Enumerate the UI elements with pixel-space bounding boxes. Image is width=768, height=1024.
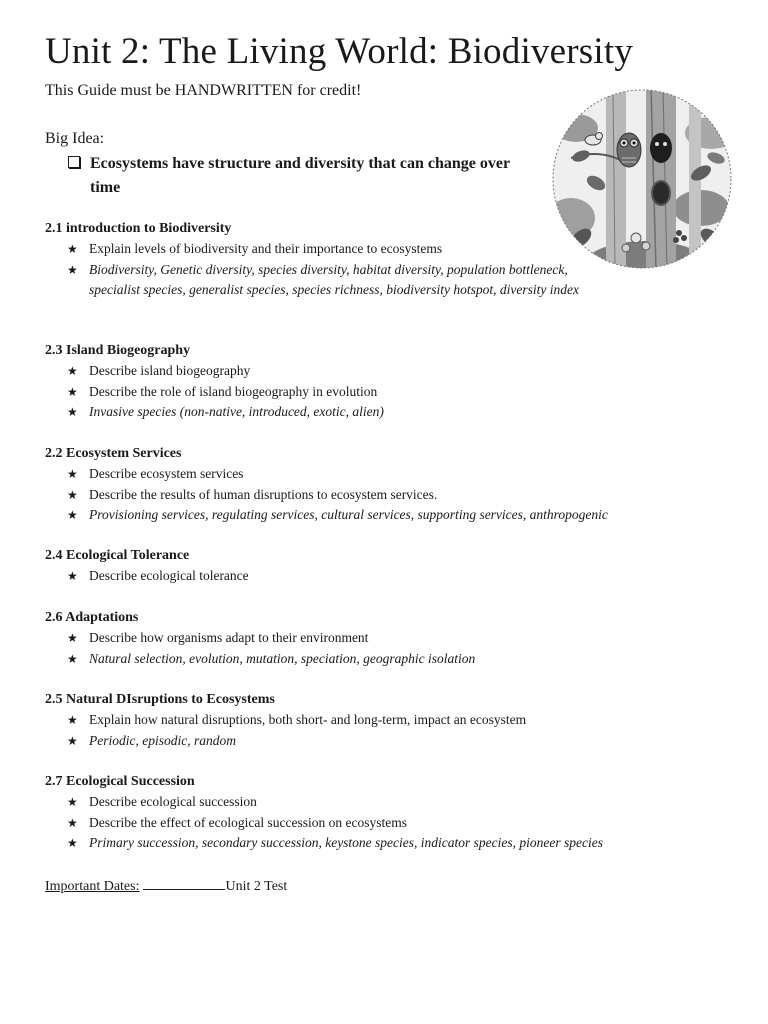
star-icon: ★	[67, 815, 78, 830]
section-2-3	[45, 341, 745, 423]
star-icon: ★	[67, 733, 78, 748]
important-dates-label: Important Dates:	[45, 879, 140, 894]
star-icon: ★	[67, 508, 78, 522]
list-item: ★ Describe ecosystem services	[45, 464, 745, 485]
big-idea-item	[68, 152, 533, 200]
list-item: ★ Describe the effect of ecological succession on ecosystems	[45, 813, 745, 834]
date-blank-line	[143, 875, 225, 890]
star-icon: ★	[67, 713, 78, 727]
list-item: ★ Describe the results of human disruptions to ecosystem services.	[45, 485, 745, 506]
section-heading: 2.3 Island Biogeography	[45, 343, 191, 358]
star-icon: ★	[67, 262, 78, 277]
section-2-6	[45, 608, 745, 669]
section-2-7	[45, 772, 745, 854]
star-icon: ★	[67, 795, 78, 809]
section-2-2	[45, 444, 745, 526]
vocab-item: ★ Natural selection, evolution, mutation, speciation, geographic isolation	[45, 649, 745, 670]
vocab-item: ★ Primary succession, secondary succession, keystone species, indicator species, pioneer species	[45, 833, 745, 854]
section-heading: 2.6 Adaptations	[45, 610, 139, 625]
section-heading: 2.5 Natural DIsruptions to Ecosystems	[45, 692, 275, 707]
star-icon: ★	[67, 384, 78, 399]
list-item: ★ Describe how organisms adapt to their environment	[45, 628, 745, 649]
star-icon: ★	[67, 569, 78, 583]
vocab-item: ★ Biodiversity, Genetic diversity, species diversity, habitat diversity, population bottleneck, specialist species, generalist species, species richness, biodiversity hotspot, diversity index	[67, 261, 580, 297]
star-icon: ★	[67, 467, 78, 481]
vocab-item: ★ Invasive species (non-native, introduced, exotic, alien)	[45, 402, 745, 423]
list-item: ★ Describe ecological tolerance	[45, 566, 745, 587]
star-icon: ★	[67, 631, 78, 645]
handwritten-notice: This Guide must be HANDWRITTEN for credit!	[45, 82, 362, 99]
vocab-item: ★ Periodic, episodic, random	[45, 731, 745, 752]
section-2-1	[45, 219, 745, 301]
list-item: ★ Explain levels of biodiversity and their importance to ecosystems	[45, 239, 745, 260]
section-heading: 2.2 Ecosystem Services	[45, 446, 182, 461]
star-icon: ★	[67, 651, 78, 666]
checkbox-icon	[68, 156, 80, 168]
star-icon: ★	[67, 487, 78, 502]
section-heading: 2.4 Ecological Tolerance	[45, 548, 190, 563]
list-item: ★ Describe the role of island biogeography in evolution	[45, 382, 745, 403]
section-2-4	[45, 546, 745, 587]
star-icon: ★	[67, 364, 78, 378]
important-dates	[45, 875, 287, 897]
list-item: ★ Describe ecological succession	[45, 792, 745, 813]
section-heading: 2.1 introduction to Biodiversity	[45, 221, 232, 236]
page-title: Unit 2: The Living World: Biodiversity	[45, 31, 634, 72]
section-heading: 2.7 Ecological Succession	[45, 774, 195, 789]
list-item: ★ Describe island biogeography	[45, 361, 745, 382]
list-item: ★ Explain how natural disruptions, both short- and long-term, impact an ecosystem	[45, 710, 745, 731]
big-idea-text: Ecosystems have structure and diversity that can change over time	[90, 155, 510, 196]
test-event: Unit 2 Test	[225, 879, 288, 894]
star-icon: ★	[67, 405, 78, 419]
star-icon: ★	[67, 836, 78, 850]
big-idea-label: Big Idea:	[45, 130, 105, 147]
vocab-item: ★ Provisioning services, regulating services, cultural services, supporting services, anthropogenic	[45, 505, 745, 526]
section-2-5	[45, 690, 745, 751]
star-icon: ★	[67, 242, 78, 256]
